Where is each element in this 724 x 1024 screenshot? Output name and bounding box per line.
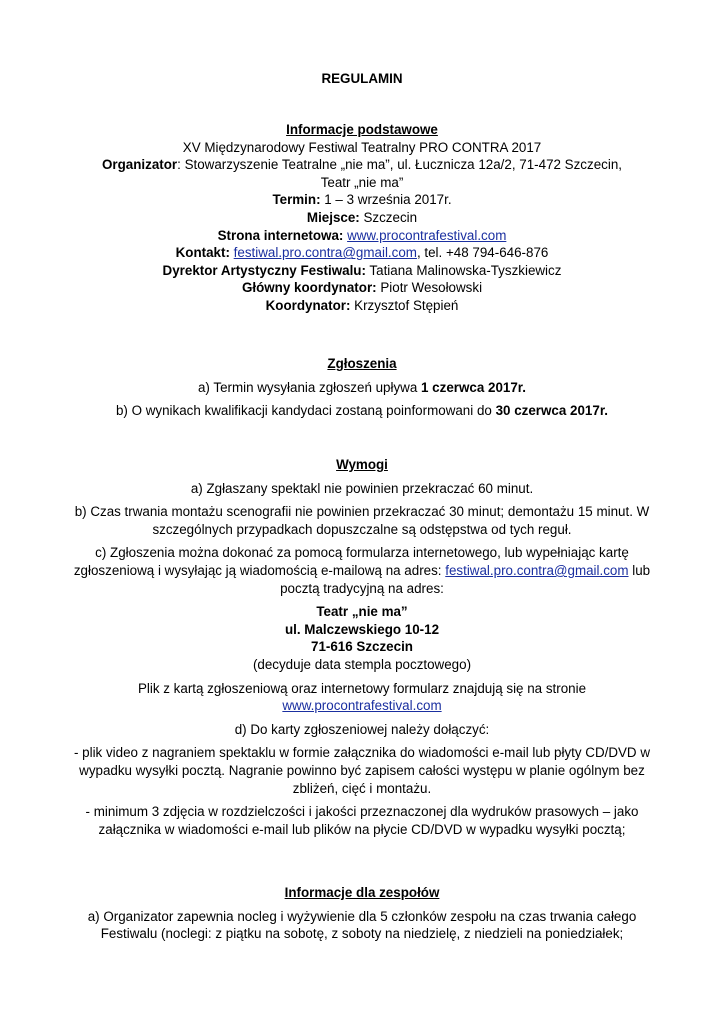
contact-email-link[interactable]: festiwal.pro.contra@gmail.com [233,245,417,261]
organizer-value: : Stowarzyszenie Teatralne „nie ma”, ul. Łucznicza 12a/2, 71-472 Szczecin, [177,157,622,173]
organizer-label: Organizator [101,157,178,173]
term-label: Termin: [272,192,321,208]
form-website-link[interactable]: www.procontrafestival.com [282,698,442,714]
contact-phone: , tel. +48 794-646-876 [416,245,549,261]
applications-item-a [72,379,652,397]
contact-label: Kontakt: [175,245,230,261]
section-heading-requirements: Wymogi [336,457,388,472]
website-line [72,227,652,245]
term-line [72,191,652,209]
coordinator-value: Krzysztof Stępień [350,297,459,313]
applications-b-text: b) O wynikach kwalifikacji kandydaci zostaną poinformowani do [115,403,496,419]
teams-item-a-line1: a) Organizator zapewnia nocleg i wyżywienie dla 5 członków zespołu na czas trwania całego [87,908,637,924]
main-coordinator-label: Główny koordynator: [241,280,377,296]
website-label: Strona internetowa: [217,227,344,243]
requirements-item-b-line2: szczególnych przypadkach dopuszczalne są odstępstwa od tych reguł. [152,521,572,537]
section-heading-teams: Informacje dla zespołów [284,885,440,900]
main-coordinator-line [72,279,652,297]
organizer-value-cont: Teatr „nie ma” [320,174,404,190]
director-value: Tatiana Malinowska-Tyszkiewicz [365,262,562,278]
place-value: Szczecin [359,209,418,225]
organizer-line [72,156,652,174]
coordinator-label: Koordynator: [265,297,351,313]
form-info-line: Plik z kartą zgłoszeniową oraz internetowy formularz znajdują się na stronie [137,680,587,696]
applications-item-b [72,402,652,420]
director-line [72,262,652,280]
main-coordinator-value: Piotr Wesołowski [376,280,483,296]
requirements-item-d: d) Do karty zgłoszeniowej należy dołączyć: [234,721,490,737]
term-value: 1 – 3 września 2017r. [320,192,452,208]
requirements-item-a: a) Zgłaszany spektakl nie powinien przekraczać 60 minut. [190,480,534,496]
section-basic-info [72,121,652,315]
requirements-item-c-line1: c) Zgłoszenia można dokonać za pomocą formularza internetowego, lub wypełniając kartę [95,545,629,561]
section-requirements [72,456,652,838]
requirements-c-text: zgłoszeniową i wysyłając ją wiadomością e-mailową na adres: [73,562,446,578]
director-label: Dyrektor Artystyczny Festiwalu: [162,262,366,278]
requirements-email-link[interactable]: festiwal.pro.contra@gmail.com [445,562,629,578]
postal-address-line1: Teatr „nie ma” [316,604,408,620]
section-applications [72,355,652,420]
place-label: Miejsce: [306,209,360,225]
postal-address-note: (decyduje data stempla pocztowego) [252,656,472,672]
postal-address-line3: 71-616 Szczecin [311,639,413,655]
requirements-c-or: lub [628,562,651,578]
section-heading-basic: Informacje podstawowe [286,122,438,137]
document-title: REGULAMIN [321,71,403,86]
teams-item-a-line2: Festiwalu (noclegi: z piątku na sobotę, z soboty na niedzielę, z niedzieli na poniedziałek; [100,926,624,942]
website-link[interactable]: www.procontrafestival.com [347,227,507,243]
festival-name: XV Międzynarodowy Festiwal Teatralny PRO CONTRA 2017 [182,139,542,155]
form-info-link-line [72,697,652,715]
contact-line [72,244,652,262]
requirements-item-b-line1: b) Czas trwania montażu scenografii nie powinien przekraczać 30 minut; demontażu 15 minut. W [74,504,650,520]
photo-requirement-line1: - minimum 3 zdjęcia w rozdzielczości i jakości przeznaczonej dla wydruków prasowych – jako [85,804,639,820]
photo-requirement-line2: załącznika w wiadomości e-mail lub plików na płycie CD/DVD w wypadku wysyłki pocztą; [98,821,626,837]
applications-b-date: 30 czerwca 2017r. [495,403,609,419]
section-teams [72,884,652,943]
video-requirement-line2: wypadku wysyłki pocztą. Nagranie powinno być zapisem całości występu w planie ogólnym bez [79,762,645,778]
requirements-item-c-line2 [72,562,652,580]
section-heading-applications: Zgłoszenia [327,356,397,371]
applications-a-text: a) Termin wysyłania zgłoszeń upływa [197,379,422,395]
requirements-item-c-line3: pocztą tradycyjną na adres: [280,580,444,596]
video-requirement-line3: zbliżeń, cięć i montażu. [292,780,432,796]
coordinator-line [72,297,652,315]
place-line [72,209,652,227]
applications-a-date: 1 czerwca 2017r. [421,379,526,395]
postal-address-line2: ul. Malczewskiego 10-12 [284,621,440,637]
video-requirement-line1: - plik video z nagraniem spektaklu w formie załącznika do wiadomości e-mail lub płyty CD/DVD w [73,745,650,761]
